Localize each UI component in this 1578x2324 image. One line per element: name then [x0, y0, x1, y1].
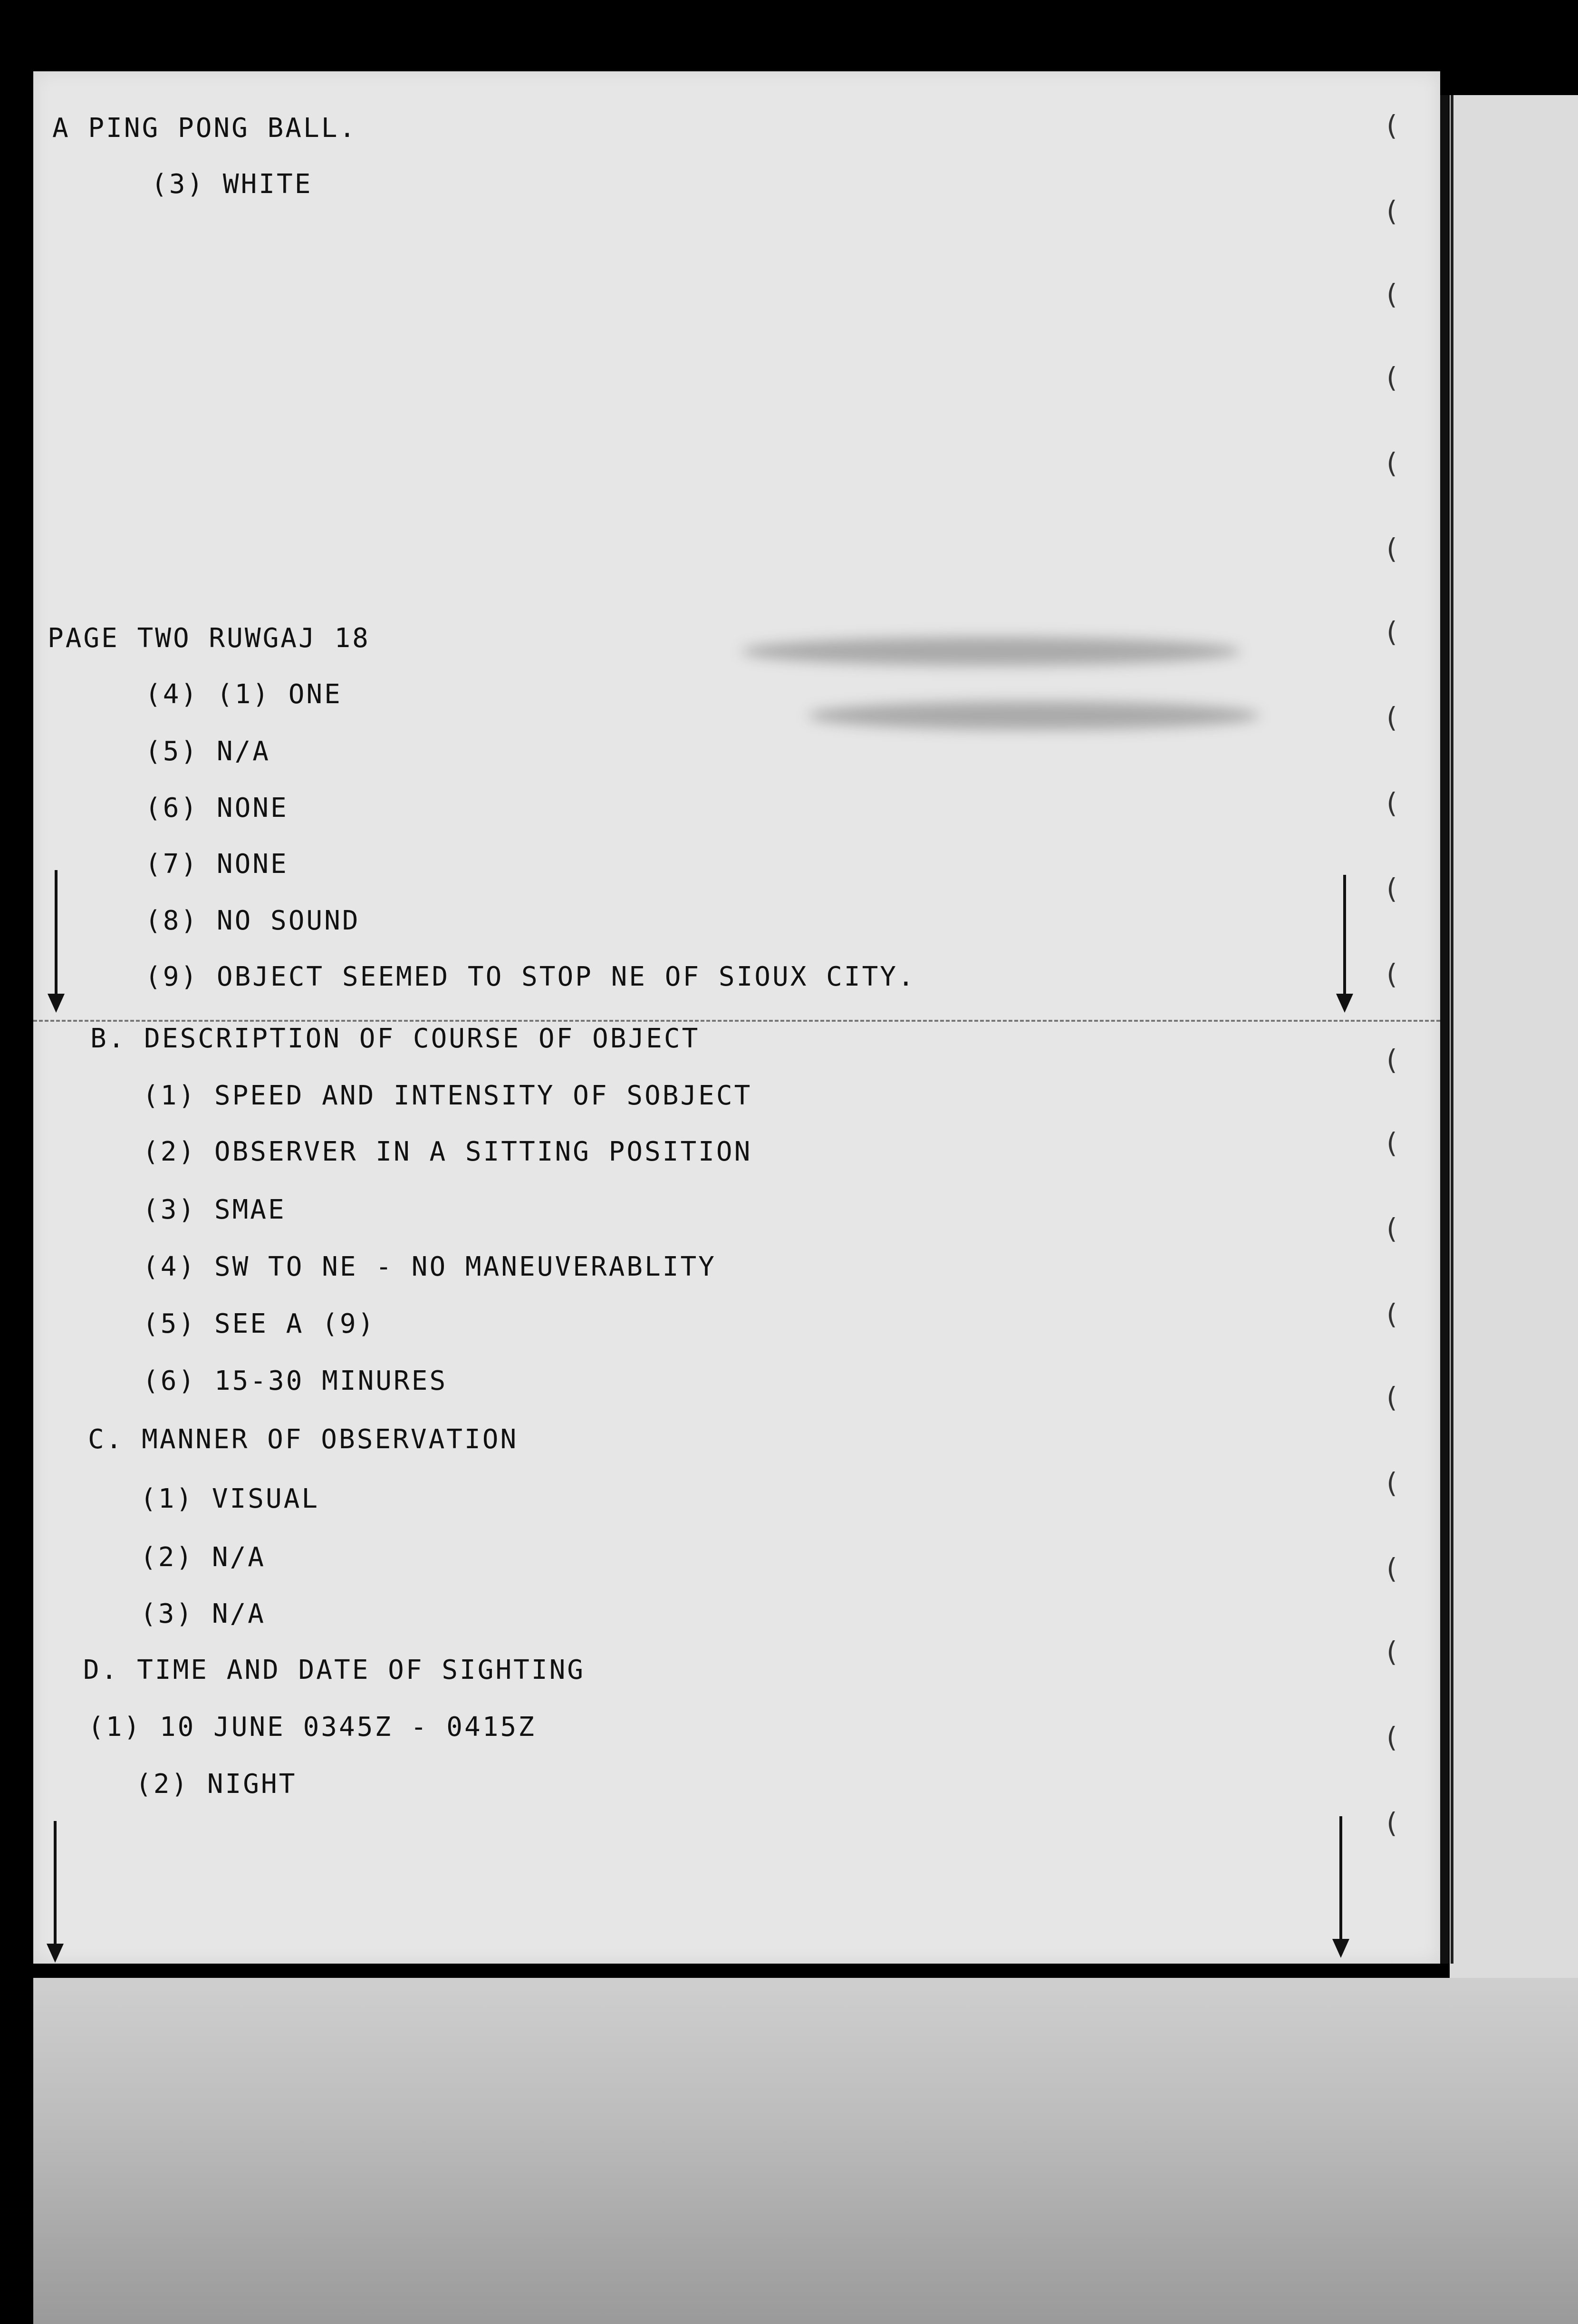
down-arrow-left-upper [55, 870, 58, 994]
feed-hole-mark: ( [1383, 1636, 1400, 1668]
feed-hole-mark: ( [1383, 872, 1400, 905]
doc-line: (3) SMAE [143, 1194, 286, 1225]
adjacent-page-strip [1450, 95, 1578, 1978]
doc-line: (2) NIGHT [135, 1769, 297, 1800]
doc-line: (1) SPEED AND INTENSITY OF SOBJECT [143, 1080, 752, 1111]
doc-line: (6) 15-30 MINURES [143, 1365, 448, 1396]
feed-hole-mark: ( [1383, 447, 1400, 479]
section-heading: B. DESCRIPTION OF COURSE OF OBJECT [90, 1023, 700, 1054]
down-arrowhead-icon [47, 1944, 64, 1963]
doc-line: (1) VISUAL [140, 1483, 320, 1514]
scan-border-left [0, 0, 33, 2324]
doc-line: (2) N/A [140, 1542, 266, 1573]
feed-hole-mark: ( [1383, 533, 1400, 565]
doc-line: (4) SW TO NE - NO MANEUVERABLITY [143, 1251, 716, 1282]
down-arrowhead-icon [48, 994, 65, 1013]
doc-line: (8) NO SOUND [145, 905, 360, 936]
feed-hole-mark: ( [1383, 278, 1400, 310]
ink-smudge [808, 701, 1260, 730]
doc-line: (3) N/A [140, 1598, 266, 1629]
down-arrow-left-lower [54, 1821, 57, 1945]
feed-hole-mark: ( [1383, 1127, 1400, 1159]
down-arrow-right-upper [1343, 875, 1346, 994]
feed-hole-mark: ( [1383, 1298, 1400, 1330]
feed-hole-mark: ( [1383, 1381, 1400, 1414]
feed-hole-mark: ( [1383, 195, 1400, 227]
doc-line: (4) (1) ONE [145, 679, 342, 710]
page-edge-line-inner [1451, 95, 1453, 1964]
feed-hole-mark: ( [1383, 701, 1400, 734]
feed-hole-mark: ( [1383, 1552, 1400, 1585]
feed-hole-mark: ( [1383, 1807, 1400, 1839]
doc-line: (6) NONE [145, 793, 289, 823]
scan-backdrop [0, 1978, 1578, 2324]
feed-hole-mark: ( [1383, 1721, 1400, 1753]
feed-hole-mark: ( [1383, 787, 1400, 819]
feed-hole-mark: ( [1383, 1044, 1400, 1076]
down-arrowhead-icon [1336, 994, 1353, 1013]
feed-hole-mark: ( [1383, 1467, 1400, 1499]
page-header: PAGE TWO RUWGAJ 18 [48, 623, 370, 654]
ink-smudge [741, 637, 1241, 666]
doc-line: (3) WHITE [151, 169, 313, 200]
doc-line: A PING PONG BALL. [52, 113, 357, 144]
feed-hole-mark: ( [1383, 1212, 1400, 1245]
section-heading: C. MANNER OF OBSERVATION [88, 1424, 519, 1455]
doc-line: (1) 10 JUNE 0345Z - 0415Z [88, 1712, 536, 1743]
down-arrow-right-lower [1339, 1816, 1342, 1940]
page-separator [33, 1020, 1440, 1022]
doc-line: (5) N/A [145, 736, 271, 767]
feed-hole-mark: ( [1383, 109, 1400, 142]
feed-hole-mark: ( [1383, 361, 1400, 394]
doc-line: (5) SEE A (9) [143, 1308, 376, 1339]
section-heading: D. TIME AND DATE OF SIGHTING [83, 1655, 586, 1685]
doc-line: (9) OBJECT SEEMED TO STOP NE OF SIOUX CITY. [145, 961, 916, 992]
doc-line: (2) OBSERVER IN A SITTING POSITION [143, 1136, 752, 1167]
down-arrowhead-icon [1332, 1939, 1349, 1958]
page-edge-line [1440, 95, 1449, 1964]
feed-hole-mark: ( [1383, 616, 1400, 648]
doc-line: (7) NONE [145, 849, 289, 880]
feed-hole-mark: ( [1383, 958, 1400, 990]
